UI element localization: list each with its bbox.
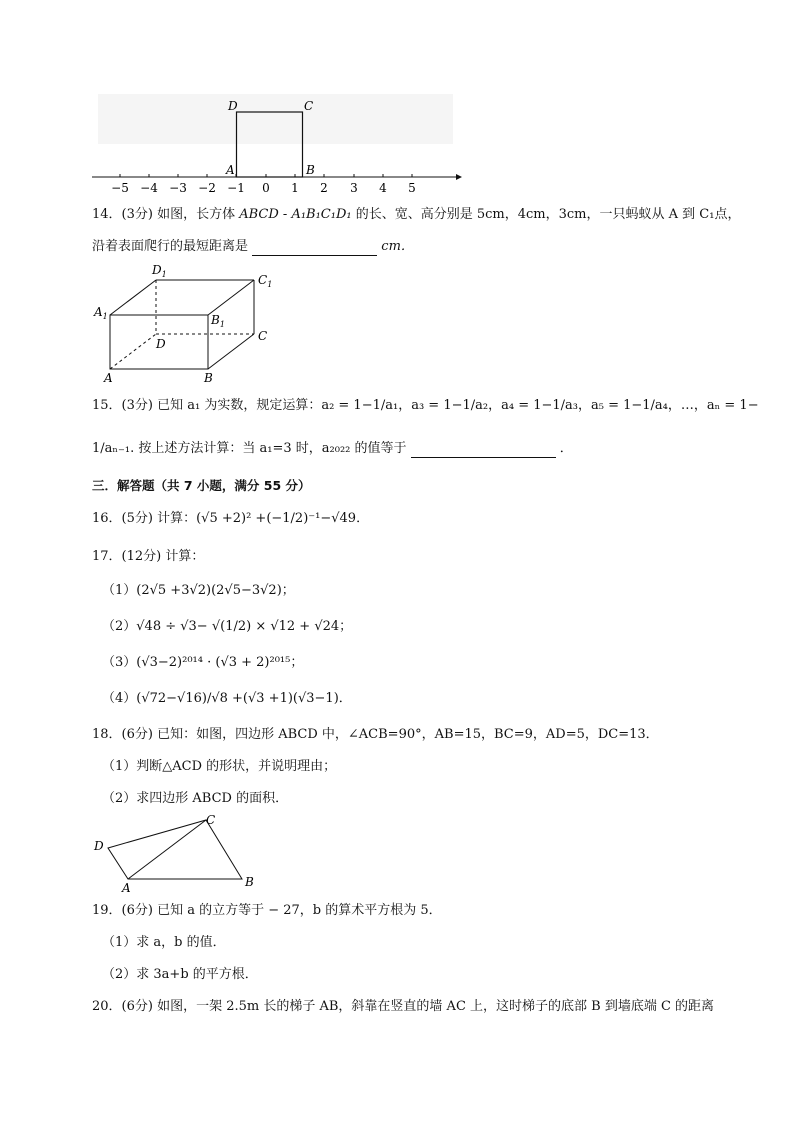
q15-prompt: . 按上述方法计算：当 a₁=3 时，a₂₀₂₂ 的值等于 — [130, 441, 407, 456]
tick-labels — [111, 181, 416, 194]
tick-label: −2 — [198, 181, 216, 194]
question-15-line-1: 15．(3分) 已知 a₁ 为实数，规定运算：a₂ = 1−1/a₁，a₃ = 1−1/a₂，a₄ = 1−1/a₃，a₅ = 1−1/a₄，…，aₙ = 1− — [92, 398, 759, 413]
quadrilateral-abcd — [108, 820, 242, 879]
quadrilateral-figure — [92, 812, 262, 894]
question-18-part-2: （2）求四边形 ABCD 的面积． — [102, 791, 289, 806]
question-19-part-1: （1）求 a，b 的值． — [102, 935, 226, 950]
q14-unit: cm． — [381, 239, 414, 254]
question-17-part-2: （2）√48 ÷ √3− √(1/2) × √12 + √24； — [102, 619, 353, 634]
point-label-b: B — [306, 163, 315, 177]
vertex-label-b1: $B_1$ — [211, 313, 225, 329]
question-14-line-1 — [92, 206, 740, 224]
section-heading: 三．解答题（共 7 小题，满分 55 分） — [92, 478, 311, 493]
vertex-label-c1: $C_1$ — [258, 273, 273, 289]
question-17-part-3: （3）(√3−2)²⁰¹⁴ · (√3 + 2)²⁰¹⁵； — [102, 655, 304, 670]
tick-label: 0 — [262, 181, 270, 194]
question-15-line-2 — [92, 440, 573, 458]
tick-label: −3 — [169, 181, 187, 194]
edge — [110, 280, 156, 315]
question-20: 20．(6分) 如图，一架 2.5m 长的梯子 AB，斜靠在竖直的墙 AC 上，这时梯子的底部 B 到墙底端 C 的距离 — [92, 999, 715, 1014]
question-19-title: 19．(6分) 已知 a 的立方等于 − 27，b 的算术平方根为 5． — [92, 903, 442, 918]
question-17-part-1: （1）(2√5 +3√2)(2√5−3√2)； — [102, 583, 295, 598]
vertex-label-b: B — [245, 875, 254, 889]
diagonal-ac — [128, 820, 206, 879]
q14-prefix: 14．(3分) 如图，长方体 — [92, 207, 240, 222]
q14-rest: 的长、宽、高分别是 5cm，4cm，3cm，一只蚂蚁从 A 到 C₁点， — [351, 207, 741, 222]
vertex-label-c: C — [258, 329, 268, 343]
vertex-label-d: D — [156, 337, 166, 351]
tick-label: 3 — [350, 181, 358, 194]
q14-solid-name: ABCD - A₁B₁C₁D₁ — [239, 207, 352, 222]
tick-label: 5 — [408, 181, 416, 194]
figure-background — [98, 94, 453, 144]
tick-label: −1 — [227, 181, 245, 194]
number-line-figure — [90, 94, 465, 194]
answer-blank[interactable] — [411, 443, 556, 458]
edge — [208, 280, 254, 315]
vertex-label-d: D — [94, 839, 104, 853]
question-19-part-2: （2）求 3a+b 的平方根． — [102, 967, 258, 982]
hidden-edge — [110, 334, 156, 369]
question-18-part-1: （1）判断△ACD 的形状，并说明理由； — [102, 759, 337, 774]
point-label-d: D — [228, 99, 238, 113]
vertex-label-a: A — [104, 371, 113, 385]
q14-prompt: 沿着表面爬行的最短距离是 — [92, 239, 249, 254]
question-17-title: 17．(12分) 计算： — [92, 549, 205, 564]
vertex-label-b: B — [204, 371, 213, 385]
answer-blank[interactable] — [252, 241, 377, 256]
tick-label: −5 — [111, 181, 129, 194]
q15-fraction: 1/aₙ₋₁ — [92, 441, 131, 456]
question-14-line-2 — [92, 238, 414, 256]
question-16: 16．(5分) 计算：(√5 +2)² +(−1/2)⁻¹−√49． — [92, 511, 370, 526]
vertex-label-a1: $A_1$ — [94, 305, 108, 321]
question-17-part-4: （4）(√72−√16)/√8 +(√3 +1)(√3−1)． — [102, 691, 352, 706]
question-18-title: 18．(6分) 已知：如图，四边形 ABCD 中，∠ACB=90°，AB=15，BC=9，AD=5，DC=13． — [92, 727, 659, 742]
vertex-label-a: A — [122, 881, 131, 894]
q15-end: ． — [559, 441, 573, 456]
vertex-label-d1: $D_1$ — [152, 263, 167, 279]
point-label-a: A — [226, 163, 235, 177]
axis-arrow-icon — [456, 174, 462, 180]
vertex-label-c: C — [206, 813, 216, 827]
tick-label: 1 — [291, 181, 299, 194]
edge — [208, 334, 254, 369]
cuboid-figure — [92, 262, 282, 387]
tick-label: 2 — [320, 181, 328, 194]
point-label-c: C — [304, 99, 314, 113]
tick-label: 4 — [379, 181, 387, 194]
tick-label: −4 — [140, 181, 158, 194]
